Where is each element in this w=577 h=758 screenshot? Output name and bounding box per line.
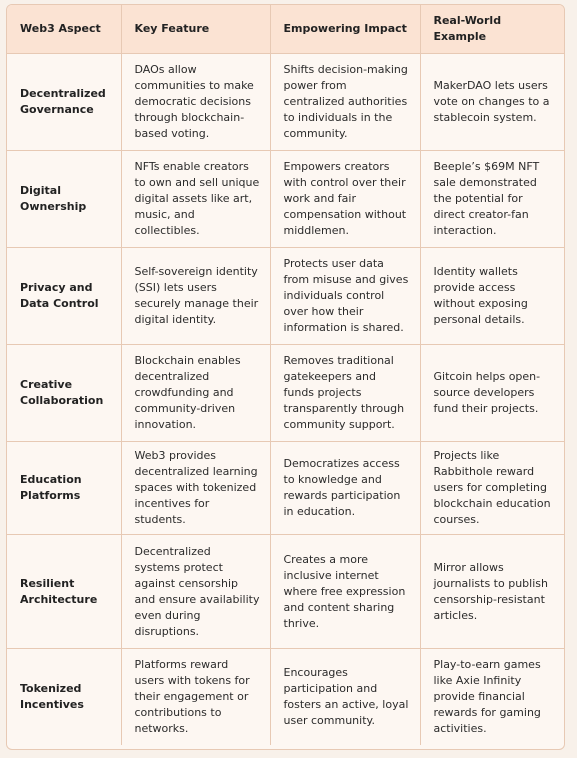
impact-cell: Encourages participation and fosters an active, loyal user community. xyxy=(270,649,420,746)
header-empowering-impact: Empowering Impact xyxy=(270,5,420,54)
header-row xyxy=(7,5,564,54)
table-body xyxy=(7,54,564,746)
web3-aspects-table xyxy=(7,5,564,745)
feature-cell: NFTs enable creators to own and sell unique digital assets like art, music, and collectibles. xyxy=(121,151,270,248)
header-real-world-example: Real-World Example xyxy=(420,5,564,54)
example-cell: Projects like Rabbithole reward users for completing blockchain education courses. xyxy=(420,442,564,535)
example-cell: Beeple’s $69M NFT sale demonstrated the potential for direct creator-fan interaction. xyxy=(420,151,564,248)
impact-cell: Democratizes access to knowledge and rewards participation in education. xyxy=(270,442,420,535)
aspect-cell: Privacy and Data Control xyxy=(7,248,121,345)
feature-cell: DAOs allow communities to make democratic decisions through blockchain-based voting. xyxy=(121,54,270,151)
impact-cell: Shifts decision-making power from centralized authorities to individuals in the community. xyxy=(270,54,420,151)
example-cell: Identity wallets provide access without exposing personal details. xyxy=(420,248,564,345)
table-header xyxy=(7,5,564,54)
aspect-cell: Resilient Architecture xyxy=(7,535,121,649)
example-cell: Mirror allows journalists to publish censorship-resistant articles. xyxy=(420,535,564,649)
table-row xyxy=(7,535,564,649)
table-row xyxy=(7,345,564,442)
feature-cell: Self-sovereign identity (SSI) lets users securely manage their digital identity. xyxy=(121,248,270,345)
feature-cell: Decentralized systems protect against censorship and ensure availability even during disruptions. xyxy=(121,535,270,649)
aspect-cell: Creative Collaboration xyxy=(7,345,121,442)
aspect-cell: Education Platforms xyxy=(7,442,121,535)
impact-cell: Removes traditional gatekeepers and funds projects transparently through community support. xyxy=(270,345,420,442)
table-row xyxy=(7,151,564,248)
impact-cell: Empowers creators with control over their work and fair compensation without middlemen. xyxy=(270,151,420,248)
table-row xyxy=(7,442,564,535)
feature-cell: Web3 provides decentralized learning spaces with tokenized incentives for students. xyxy=(121,442,270,535)
example-cell: MakerDAO lets users vote on changes to a stablecoin system. xyxy=(420,54,564,151)
aspect-cell: Digital Ownership xyxy=(7,151,121,248)
example-cell: Gitcoin helps open-source developers fund their projects. xyxy=(420,345,564,442)
impact-cell: Protects user data from misuse and gives individuals control over how their information is shared. xyxy=(270,248,420,345)
feature-cell: Blockchain enables decentralized crowdfunding and community-driven innovation. xyxy=(121,345,270,442)
aspect-cell: Tokenized Incentives xyxy=(7,649,121,746)
web3-table-container xyxy=(6,4,565,750)
header-web3-aspect: Web3 Aspect xyxy=(7,5,121,54)
table-row xyxy=(7,248,564,345)
table-row xyxy=(7,649,564,746)
aspect-cell: Decentralized Governance xyxy=(7,54,121,151)
table-row xyxy=(7,54,564,151)
feature-cell: Platforms reward users with tokens for their engagement or contributions to networks. xyxy=(121,649,270,746)
example-cell: Play-to-earn games like Axie Infinity provide financial rewards for gaming activities. xyxy=(420,649,564,746)
header-key-feature: Key Feature xyxy=(121,5,270,54)
impact-cell: Creates a more inclusive internet where free expression and content sharing thrive. xyxy=(270,535,420,649)
